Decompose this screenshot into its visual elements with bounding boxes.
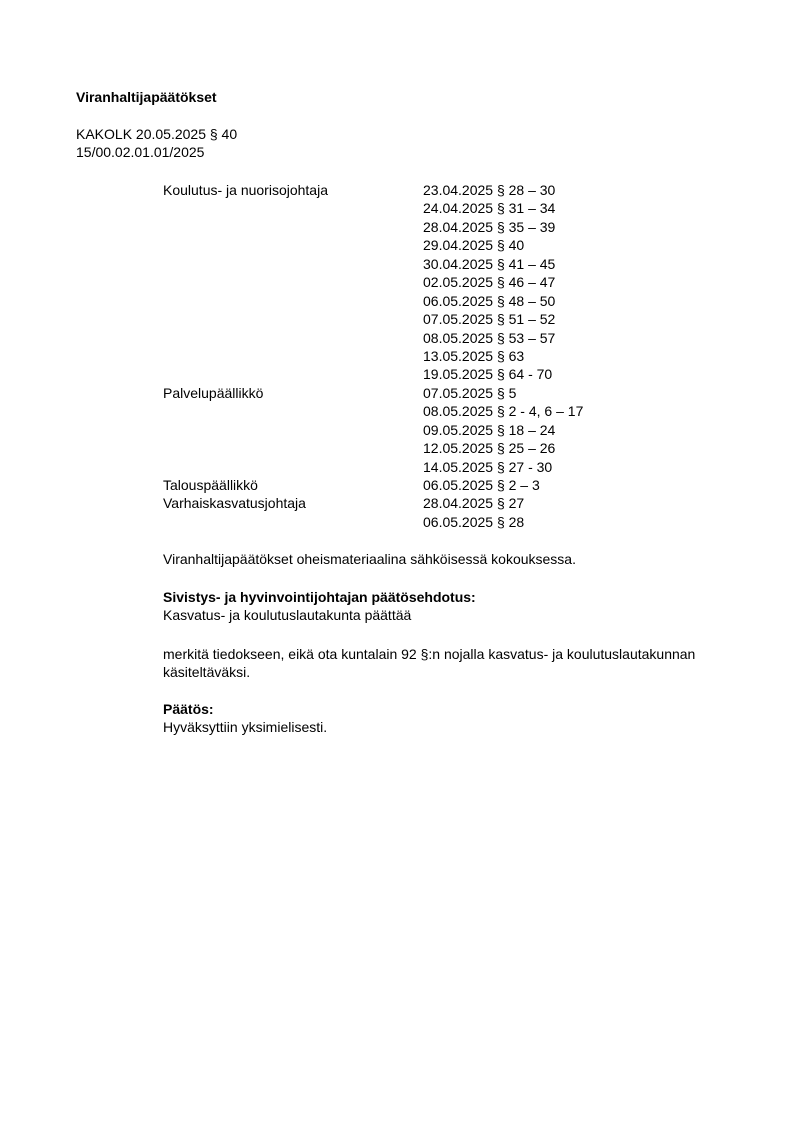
decision-row: [163, 421, 723, 439]
attachment-note: Viranhaltijapäätökset oheismateriaalina sähköisessä kokouksessa.: [163, 551, 576, 567]
decision-entry: 07.05.2025 § 5: [423, 384, 517, 401]
decision-entry: 06.05.2025 § 28: [423, 513, 525, 530]
decision-role: Varhaiskasvatusjohtaja: [163, 495, 306, 512]
decision-entry: 09.05.2025 § 18 – 24: [423, 421, 556, 438]
case-number: 15/00.02.01.01/2025: [76, 144, 205, 160]
decision-row: [163, 513, 723, 531]
decision-entry: 19.05.2025 § 64 - 70: [423, 366, 553, 383]
decision-role: [163, 310, 423, 328]
decision-entry: 06.05.2025 § 48 – 50: [423, 292, 556, 309]
decision-entry: 02.05.2025 § 46 – 47: [423, 274, 556, 291]
meeting-reference: KAKOLK 20.05.2025 § 40: [76, 126, 238, 142]
decision-entry: 07.05.2025 § 51 – 52: [423, 311, 556, 328]
decision-row: [163, 384, 723, 402]
decision-entry: 08.05.2025 § 2 - 4, 6 – 17: [423, 403, 584, 420]
decision-entry: 23.04.2025 § 28 – 30: [423, 182, 556, 198]
decision-entry: 13.05.2025 § 63: [423, 347, 525, 364]
decision-row: [163, 292, 723, 310]
decision-role: [163, 439, 423, 457]
decision-row: [163, 365, 723, 383]
decision-entry: 30.04.2025 § 41 – 45: [423, 255, 556, 272]
decision-role: [163, 347, 423, 365]
decision-row: [163, 347, 723, 365]
decision-role: Koulutus- ja nuorisojohtaja: [163, 182, 328, 198]
decision-role: [163, 236, 423, 254]
decision-row: [163, 402, 723, 420]
decision-role: Palvelupäällikkö: [163, 384, 264, 401]
decision-row: [163, 476, 723, 494]
decision-entry: 24.04.2025 § 31 – 34: [423, 200, 556, 217]
decision-entry: 28.04.2025 § 27: [423, 495, 525, 512]
decision-role: [163, 402, 423, 420]
decisions-table: [163, 181, 723, 531]
decision-entry: 28.04.2025 § 35 – 39: [423, 218, 556, 235]
decision-entry: 06.05.2025 § 2 – 3: [423, 477, 540, 493]
decision-entry: 14.05.2025 § 27 - 30: [423, 458, 553, 475]
decision-row: [163, 310, 723, 328]
decision-entry: 08.05.2025 § 53 – 57: [423, 329, 556, 346]
decision-role: [163, 273, 423, 291]
decision-row: [163, 494, 723, 512]
decision-entry: 12.05.2025 § 25 – 26: [423, 440, 556, 457]
decision-heading: Päätös:: [163, 701, 214, 717]
decision-row: [163, 329, 723, 347]
decision-row: [163, 236, 723, 254]
decision-role: [163, 458, 423, 476]
decision-row: [163, 458, 723, 476]
decision-role: [163, 199, 423, 217]
proposal-heading: Sivistys- ja hyvinvointijohtajan päätösehdotus:: [163, 589, 476, 605]
proposal-body: merkitä tiedokseen, eikä ota kuntalain 92 §:n nojalla kasvatus- ja koulutuslautakunnan käsiteltäväksi.: [163, 646, 696, 680]
decision-role: Talouspäällikkö: [163, 477, 258, 493]
decision-row: [163, 199, 723, 217]
decision-role: [163, 421, 423, 439]
decision-role: [163, 329, 423, 347]
decision-row: [163, 439, 723, 457]
decision-text: Hyväksyttiin yksimielisesti.: [163, 719, 328, 735]
decision-row: [163, 255, 723, 273]
decision-role: [163, 513, 423, 531]
decision-role: [163, 365, 423, 383]
decision-row: [163, 218, 723, 236]
decision-entry: 29.04.2025 § 40: [423, 237, 525, 254]
document-title: Viranhaltijapäätökset: [76, 89, 217, 105]
decision-role: [163, 218, 423, 236]
document-meta: [76, 125, 237, 161]
decision-row: [163, 181, 723, 199]
proposal-line: Kasvatus- ja koulutuslautakunta päättää: [163, 607, 412, 623]
decision-role: [163, 255, 423, 273]
decision-row: [163, 273, 723, 291]
decision-role: [163, 292, 423, 310]
